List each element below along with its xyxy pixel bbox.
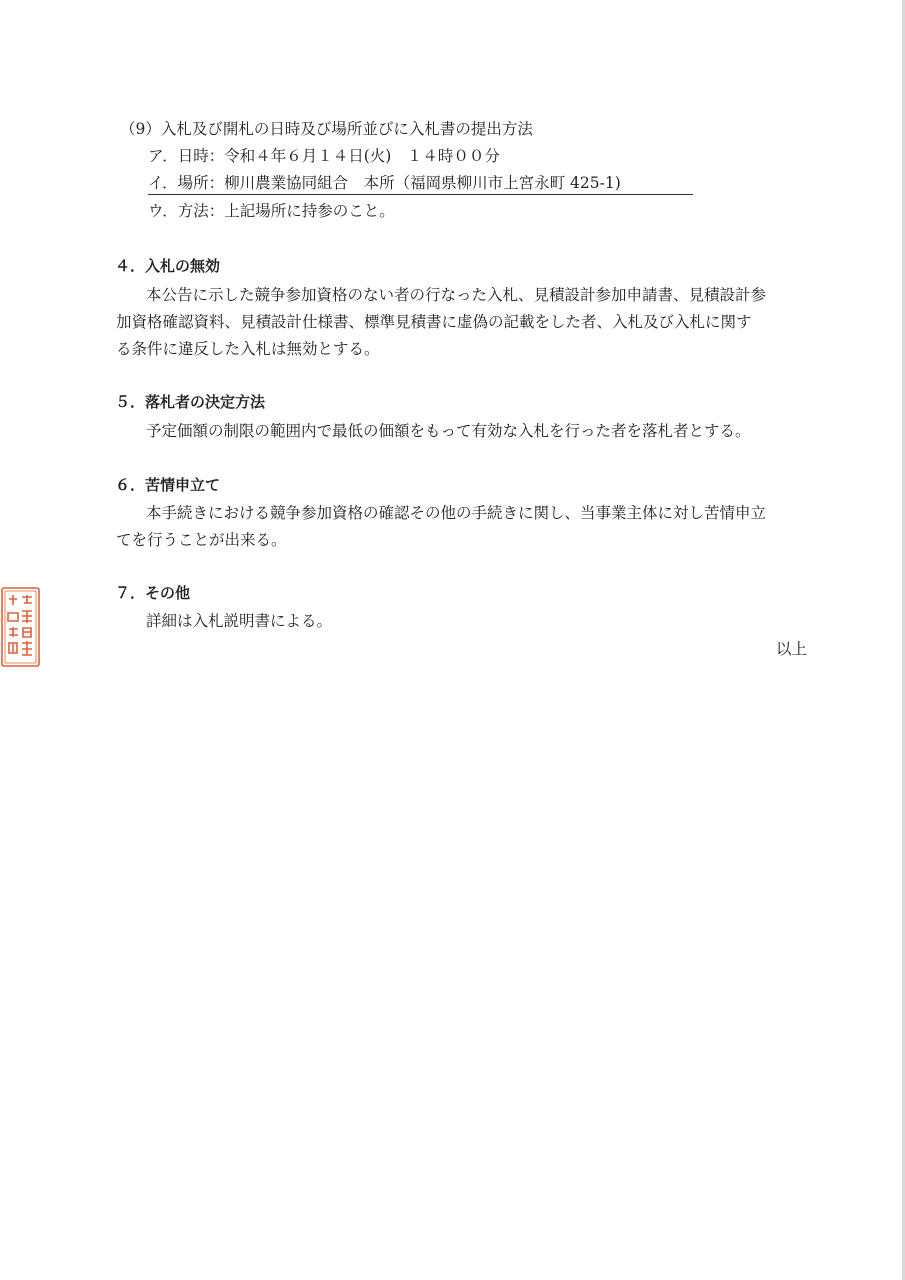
seal-stamp [0, 585, 42, 669]
item9-place [148, 172, 693, 195]
section6-heading: ６．苦情申立て [115, 476, 221, 494]
item9-place-text: イ．場所：柳川農業協同組合 本所（福岡県柳川市上宮永町 425-1) [148, 172, 693, 195]
item9-date: ア．日時：令和４年６月１４日(火) １４時００分 [148, 147, 500, 165]
item9-method: ウ．方法：上記場所に持参のこと。 [148, 202, 395, 220]
section5-heading: ５．落札者の決定方法 [115, 393, 266, 411]
section4-heading: ４．入札の無効 [115, 257, 221, 275]
item9-title: （9）入札及び開札の日時及び場所並びに入札書の提出方法 [120, 120, 533, 138]
closing-text: 以上 [775, 640, 807, 658]
section4-line: 加資格確認資料、見積設計仕様書、標準見積書に虚偽の記載をした者、入札及び入札に関す [116, 313, 752, 331]
section5-line: 予定価額の制限の範囲内で最低の価額をもって有効な入札を行った者を落札者とする。 [146, 422, 751, 440]
section4-line: る条件に違反した入札は無効とする。 [116, 340, 380, 358]
section6-line: 本手続きにおける競争参加資格の確認その他の手続きに関し、当事業主体に対し苦情申立 [146, 504, 767, 522]
section7-line: 詳細は入札説明書による。 [146, 612, 333, 630]
section6-line: てを行うことが出来る。 [116, 531, 287, 549]
section4-line: 本公告に示した競争参加資格のない者の行なった入札、見積設計参加申請書、見積設計参 [146, 286, 767, 304]
section7-heading: ７．その他 [115, 584, 191, 602]
